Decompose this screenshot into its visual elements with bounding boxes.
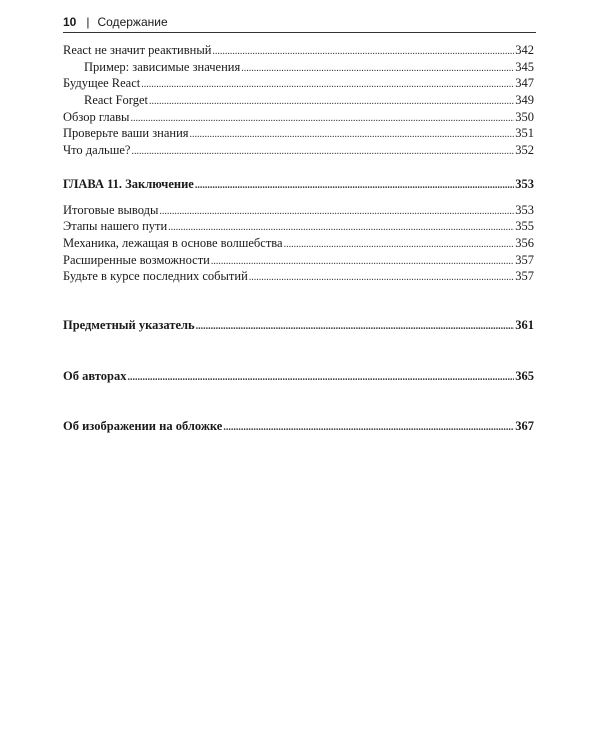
toc-leader-dots [196, 319, 515, 336]
toc-entry-page: 353 [515, 202, 534, 217]
toc-entry-final-conclusions[interactable] [63, 202, 534, 219]
toc-entry-page: 367 [515, 419, 534, 434]
toc-entry-title: Проверьте ваши знания [63, 126, 189, 141]
toc-leader-dots [149, 94, 514, 111]
toc-entry-title: Механика, лежащая в основе волшебства [63, 235, 283, 250]
toc-entry-title: Об изображении на обложке [63, 419, 223, 434]
toc-entry-page: 357 [515, 269, 534, 284]
toc-entry-magic-mechanics[interactable] [63, 235, 534, 252]
toc-entry-chapter-11[interactable] [63, 176, 534, 193]
toc-entry-page: 356 [515, 235, 534, 250]
toc-leader-dots [211, 254, 514, 271]
toc-entry-page: 351 [515, 126, 534, 141]
toc-entry-title: Будущее React [63, 76, 141, 91]
toc-entry-title: React не значит реактивный [63, 43, 212, 57]
toc-leader-dots [249, 270, 514, 287]
toc-leader-dots [141, 77, 514, 94]
toc-entry-title: Об авторах [63, 368, 127, 383]
toc-entry-check-knowledge[interactable] [63, 125, 534, 142]
header-section-title: Содержание [97, 15, 168, 29]
toc-entry-page: 365 [515, 368, 534, 383]
toc-leader-dots [131, 144, 514, 161]
toc-entry-chapter-review[interactable] [63, 109, 534, 126]
toc-entry-whats-next[interactable] [63, 142, 534, 159]
table-of-contents [63, 42, 534, 435]
toc-entry-page: 357 [515, 252, 534, 267]
toc-entry-page: 355 [515, 219, 534, 234]
toc-entry-page: 347 [515, 76, 534, 91]
toc-leader-dots [241, 61, 514, 78]
toc-leader-dots [223, 420, 514, 437]
toc-entry-our-path-stages[interactable] [63, 218, 534, 235]
header-separator: | [86, 15, 90, 29]
toc-entry-page: 349 [515, 93, 534, 108]
toc-entry-react-not-reactive[interactable] [63, 42, 534, 59]
toc-entry-page: 350 [515, 109, 534, 124]
toc-entry-subject-index[interactable] [63, 317, 534, 334]
toc-entry-example-derived-values[interactable] [63, 59, 534, 76]
toc-entry-page: 342 [515, 43, 534, 57]
toc-leader-dots [127, 370, 514, 387]
toc-leader-dots [212, 44, 514, 61]
toc-entry-page: 345 [515, 59, 534, 74]
toc-entry-title: Предметный указатель [63, 317, 195, 332]
toc-entry-page: 352 [515, 143, 534, 158]
toc-entry-title: Этапы нашего пути [63, 219, 168, 234]
toc-entry-page: 361 [515, 317, 534, 332]
toc-entry-title: ГЛАВА 11. Заключение [63, 176, 194, 191]
toc-entry-title: Что дальше? [63, 143, 131, 158]
toc-leader-dots [190, 127, 515, 144]
toc-entry-react-future[interactable] [63, 75, 534, 92]
toc-entry-title: Будьте в курсе последних событий [63, 269, 248, 284]
toc-entry-title: Итоговые выводы [63, 202, 159, 217]
toc-leader-dots [284, 237, 515, 254]
toc-entry-page: 353 [515, 176, 534, 191]
page-header [63, 12, 536, 33]
toc-entry-about-cover[interactable] [63, 418, 534, 435]
toc-leader-dots [159, 204, 514, 221]
toc-entry-react-forget[interactable] [63, 92, 534, 109]
toc-entry-advanced-features[interactable] [63, 252, 534, 269]
toc-entry-about-authors[interactable] [63, 368, 534, 385]
toc-entry-title: Обзор главы [63, 109, 130, 124]
toc-entry-stay-updated[interactable] [63, 268, 534, 285]
toc-entry-title: Расширенные возможности [63, 252, 210, 267]
toc-entry-title: Пример: зависимые значения [84, 59, 241, 74]
header-page-number: 10 [63, 15, 77, 29]
toc-entry-title: React Forget [84, 93, 148, 108]
toc-leader-dots [195, 178, 514, 195]
